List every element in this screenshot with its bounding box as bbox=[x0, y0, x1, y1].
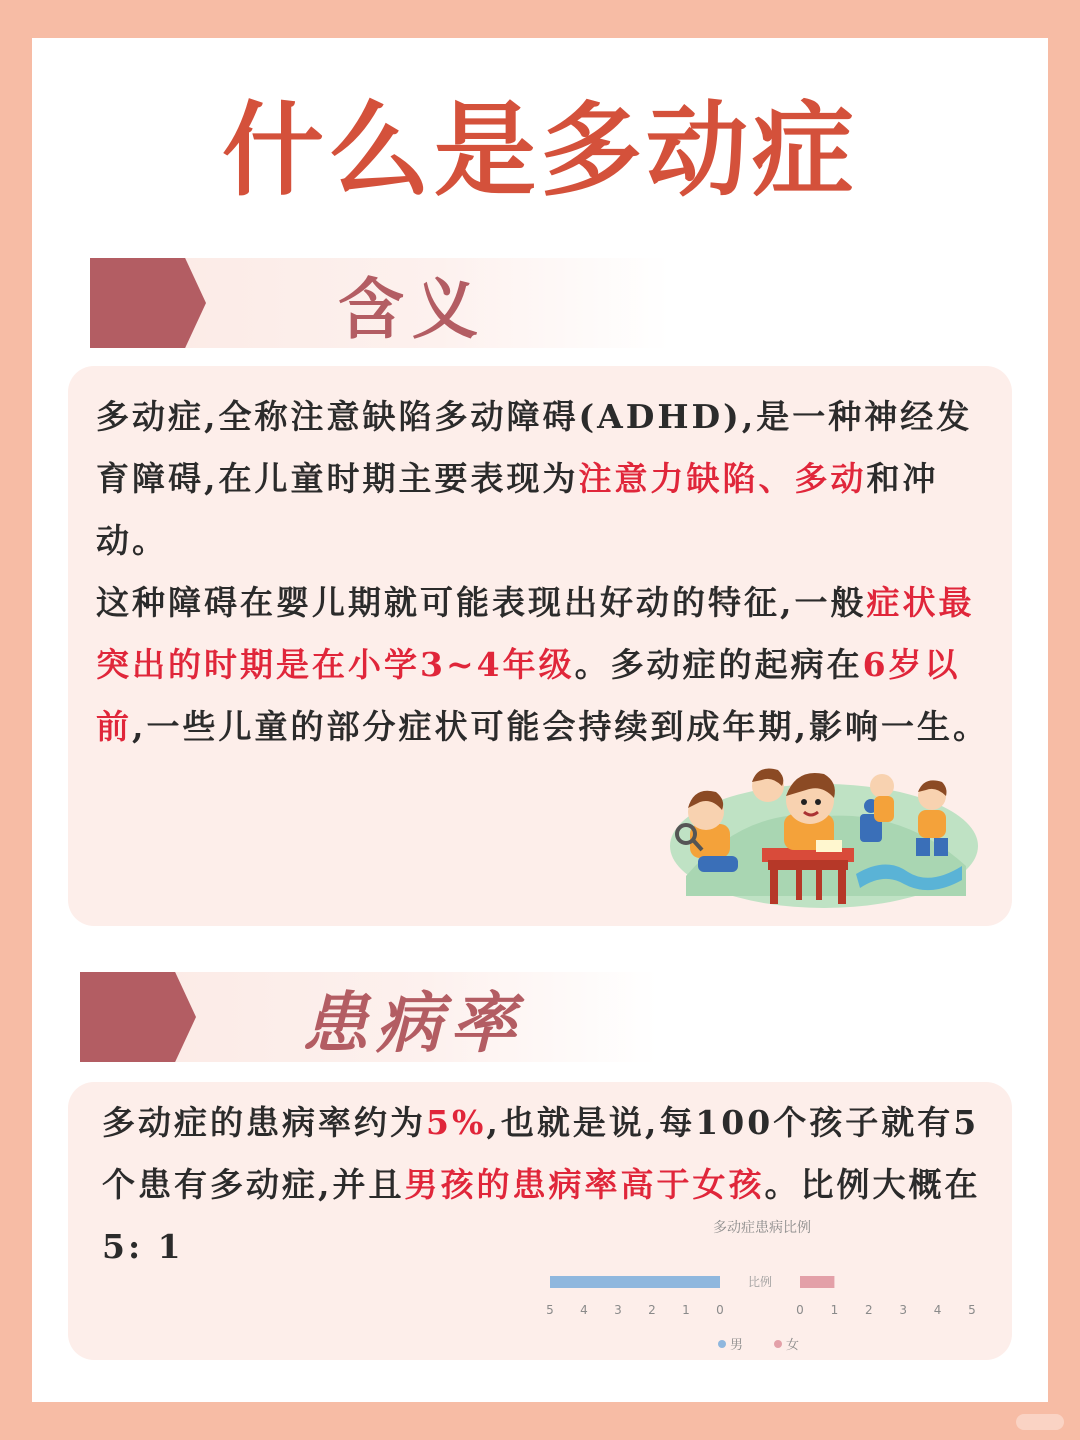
chart-bar-male bbox=[550, 1276, 720, 1288]
chart-tick-label: 2 bbox=[648, 1303, 656, 1317]
legend-swatch-female bbox=[774, 1340, 782, 1348]
body-text: ,一些儿童的部分症状可能会持续到成年期,影响一生。 bbox=[132, 707, 989, 746]
body-text: 多动症,全称注意缺陷多动障碍(ADHD),是一种神经发育障碍,在儿童时期主要表现为 bbox=[96, 397, 973, 498]
legend-label-male: 男 bbox=[730, 1338, 744, 1353]
chart-tick-label: 4 bbox=[580, 1303, 588, 1317]
highlighted-text: 注意力缺陷、多动 bbox=[578, 459, 867, 498]
chart-tick-label: 0 bbox=[796, 1303, 804, 1317]
chart-tick-label: 5 bbox=[968, 1303, 976, 1317]
body-text: 这种障碍在婴儿期就可能表现出好动的特征,一般 bbox=[96, 583, 867, 622]
legend-swatch-male bbox=[718, 1340, 726, 1348]
section-heading-prevalence bbox=[80, 972, 658, 1062]
legend-label-female: 女 bbox=[786, 1338, 800, 1353]
chart-category-label: 比例 bbox=[747, 1275, 773, 1289]
chart-title: 多动症患病比例 bbox=[713, 1220, 811, 1236]
chart-tick-label: 4 bbox=[933, 1303, 942, 1317]
children-illustration bbox=[646, 756, 980, 912]
body-text: 多动症的患病率约为 bbox=[102, 1103, 426, 1142]
highlighted-text: 症状最突出的时期是在小学3~4年级 bbox=[96, 583, 975, 684]
prevalence-chart bbox=[500, 1210, 990, 1358]
body-text: 。多动症的起病在 bbox=[574, 645, 863, 684]
chart-tick-label: 3 bbox=[614, 1303, 622, 1317]
chart-tick-label: 2 bbox=[864, 1303, 873, 1317]
body-text: ,也就是说,每100个孩子就有5个患有多动症,并且 bbox=[102, 1103, 980, 1204]
chart-tick-label: 3 bbox=[899, 1303, 908, 1317]
chart-tick-label: 1 bbox=[682, 1303, 690, 1317]
meaning-paragraph-1 bbox=[96, 386, 996, 572]
heading-flag-icon bbox=[90, 258, 206, 348]
highlighted-text: 6岁以前 bbox=[96, 645, 961, 746]
section-heading-label: 含义 bbox=[338, 269, 486, 348]
body-text: 和冲动。 bbox=[96, 459, 939, 560]
page-title: 什么是多动症 bbox=[222, 92, 858, 211]
watermark-mark bbox=[1016, 1414, 1064, 1430]
highlighted-text: 男孩的患病率高于女孩 bbox=[404, 1165, 765, 1204]
meaning-paragraph-2 bbox=[96, 572, 996, 758]
chart-tick-label: 1 bbox=[830, 1303, 839, 1317]
chart-tick-label: 5 bbox=[546, 1303, 554, 1317]
body-text: 。比例大概在5: 1 bbox=[102, 1165, 981, 1266]
section-heading-label: 患病率 bbox=[302, 983, 524, 1062]
chart-tick-label: 0 bbox=[716, 1303, 724, 1317]
heading-flag-icon bbox=[80, 972, 196, 1062]
highlighted-text: 5% bbox=[426, 1103, 487, 1142]
chart-bar-female bbox=[800, 1276, 834, 1288]
section-heading-meaning bbox=[90, 258, 670, 348]
